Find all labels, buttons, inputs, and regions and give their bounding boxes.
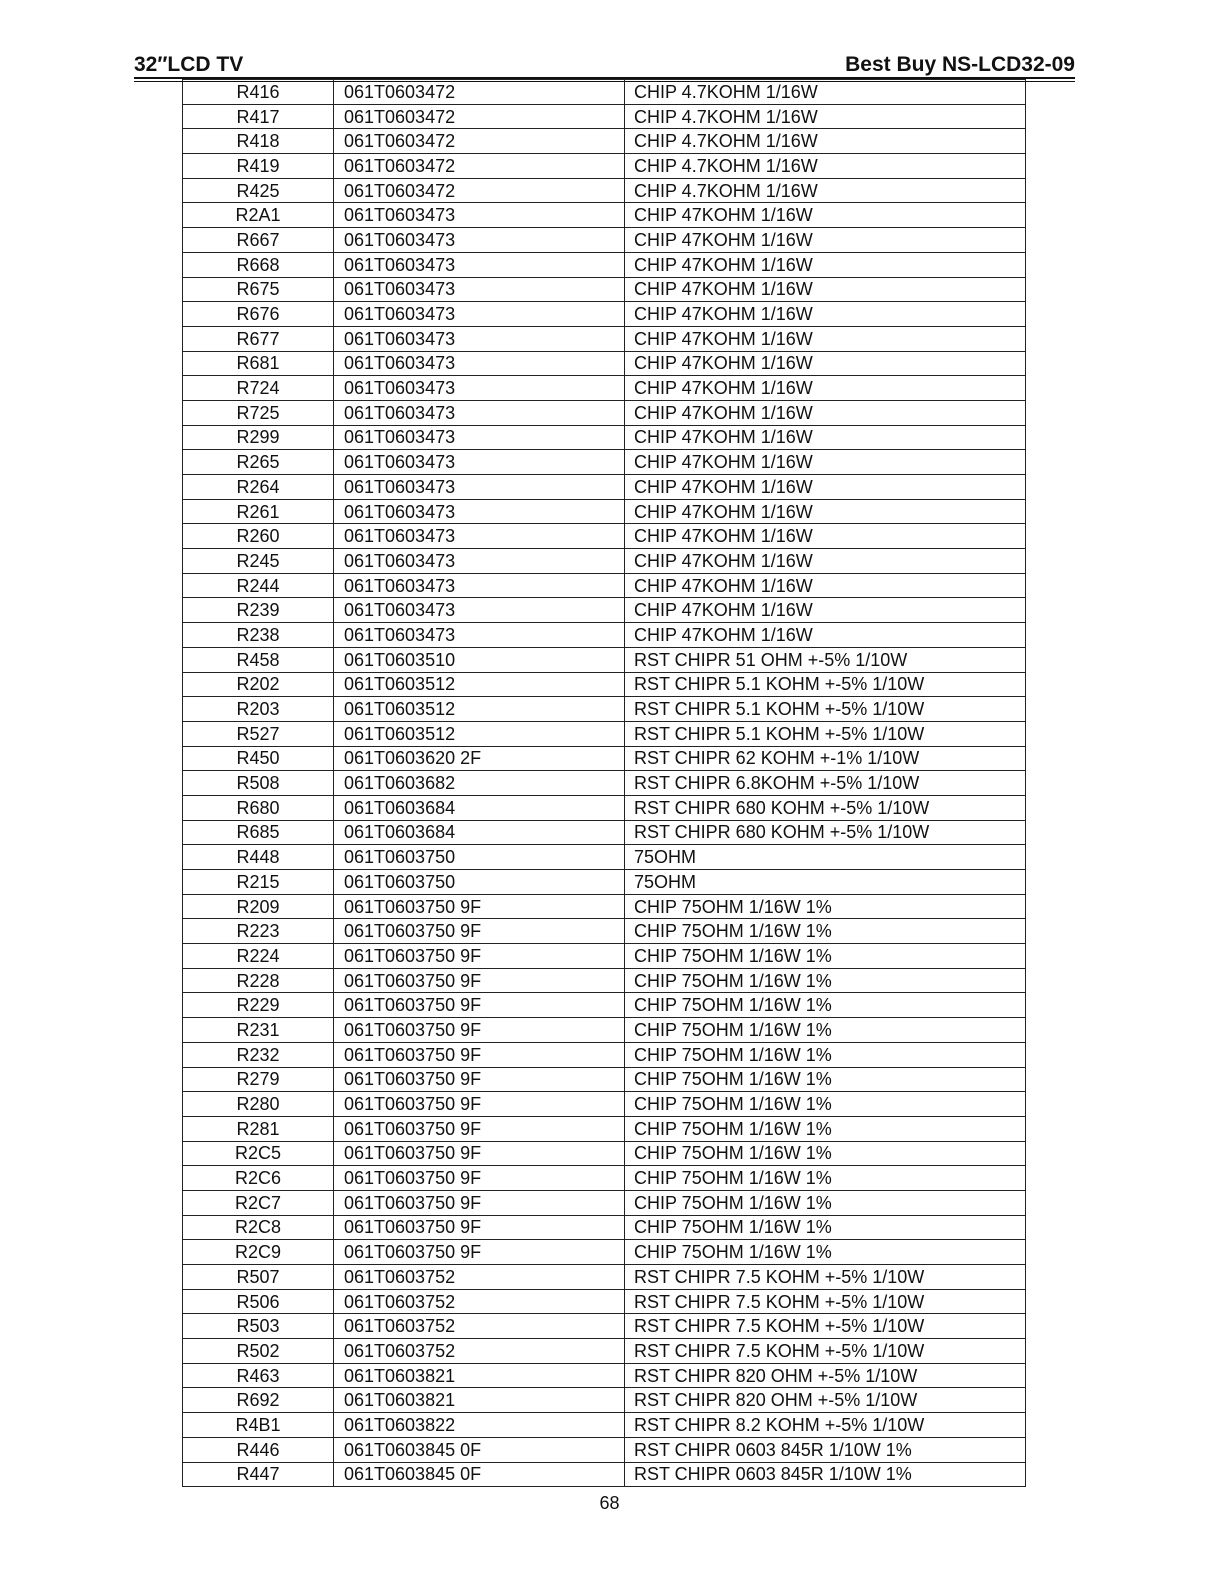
ref-designator-cell: R417: [183, 104, 334, 129]
table-row: [183, 1018, 1026, 1043]
table-row: [183, 1116, 1026, 1141]
table-row: [183, 1141, 1026, 1166]
description-cell: CHIP 4.7KOHM 1/16W: [625, 178, 1026, 203]
table-row: [183, 1240, 1026, 1265]
description-cell: CHIP 75OHM 1/16W 1%: [625, 1215, 1026, 1240]
ref-designator-cell: R425: [183, 178, 334, 203]
part-number-cell: 061T0603750: [334, 845, 625, 870]
part-number-cell: 061T0603472: [334, 104, 625, 129]
table-row: [183, 1289, 1026, 1314]
part-number-cell: 061T0603845 0F: [334, 1462, 625, 1487]
ref-designator-cell: R2A1: [183, 203, 334, 228]
table-row: [183, 870, 1026, 895]
description-cell: CHIP 4.7KOHM 1/16W: [625, 129, 1026, 154]
table-row: [183, 672, 1026, 697]
table-row: [183, 549, 1026, 574]
table-row: [183, 795, 1026, 820]
table-row: [183, 1462, 1026, 1487]
table-row: [183, 1437, 1026, 1462]
ref-designator-cell: R677: [183, 326, 334, 351]
table-row: [183, 228, 1026, 253]
ref-designator-cell: R448: [183, 845, 334, 870]
description-cell: CHIP 75OHM 1/16W 1%: [625, 1067, 1026, 1092]
ref-designator-cell: R680: [183, 795, 334, 820]
table-row: [183, 524, 1026, 549]
part-number-cell: 061T0603682: [334, 771, 625, 796]
description-cell: CHIP 75OHM 1/16W 1%: [625, 894, 1026, 919]
part-number-cell: 061T0603472: [334, 129, 625, 154]
part-number-cell: 061T0603750 9F: [334, 1018, 625, 1043]
description-cell: RST CHIPR 0603 845R 1/10W 1%: [625, 1462, 1026, 1487]
part-number-cell: 061T0603473: [334, 475, 625, 500]
part-number-cell: 061T0603473: [334, 573, 625, 598]
ref-designator-cell: R676: [183, 302, 334, 327]
part-number-cell: 061T0603752: [334, 1339, 625, 1364]
description-cell: RST CHIPR 8.2 KOHM +-5% 1/10W: [625, 1413, 1026, 1438]
ref-designator-cell: R508: [183, 771, 334, 796]
part-number-cell: 061T0603473: [334, 252, 625, 277]
part-number-cell: 061T0603750 9F: [334, 1240, 625, 1265]
description-cell: CHIP 47KOHM 1/16W: [625, 400, 1026, 425]
description-cell: RST CHIPR 51 OHM +-5% 1/10W: [625, 647, 1026, 672]
ref-designator-cell: R239: [183, 598, 334, 623]
part-number-cell: 061T0603750 9F: [334, 1215, 625, 1240]
table-row: [183, 1166, 1026, 1191]
ref-designator-cell: R260: [183, 524, 334, 549]
part-number-cell: 061T0603750 9F: [334, 1141, 625, 1166]
part-number-cell: 061T0603750 9F: [334, 1092, 625, 1117]
ref-designator-cell: R209: [183, 894, 334, 919]
part-number-cell: 061T0603750 9F: [334, 993, 625, 1018]
ref-designator-cell: R458: [183, 647, 334, 672]
table-row: [183, 1215, 1026, 1240]
table-row: [183, 573, 1026, 598]
table-row: [183, 104, 1026, 129]
ref-designator-cell: R675: [183, 277, 334, 302]
ref-designator-cell: R692: [183, 1388, 334, 1413]
ref-designator-cell: R223: [183, 919, 334, 944]
table-row: [183, 598, 1026, 623]
table-row: [183, 1413, 1026, 1438]
part-number-cell: 061T0603473: [334, 623, 625, 648]
table-row: [183, 1388, 1026, 1413]
part-number-cell: 061T0603750 9F: [334, 894, 625, 919]
part-number-cell: 061T0603473: [334, 400, 625, 425]
table-row: [183, 376, 1026, 401]
table-row: [183, 1067, 1026, 1092]
document-title: 32″LCD TV: [134, 53, 244, 76]
part-number-cell: 061T0603473: [334, 351, 625, 376]
description-cell: CHIP 75OHM 1/16W 1%: [625, 1190, 1026, 1215]
ref-designator-cell: R503: [183, 1314, 334, 1339]
parts-table: [182, 79, 1026, 1487]
table-row: [183, 1042, 1026, 1067]
part-number-cell: 061T0603472: [334, 154, 625, 179]
ref-designator-cell: R264: [183, 475, 334, 500]
part-number-cell: 061T0603752: [334, 1289, 625, 1314]
description-cell: CHIP 47KOHM 1/16W: [625, 425, 1026, 450]
part-number-cell: 061T0603473: [334, 450, 625, 475]
table-row: [183, 1092, 1026, 1117]
description-cell: CHIP 47KOHM 1/16W: [625, 549, 1026, 574]
table-row: [183, 129, 1026, 154]
ref-designator-cell: R203: [183, 697, 334, 722]
model-name: Best Buy NS-LCD32-09: [845, 53, 1075, 76]
description-cell: RST CHIPR 820 OHM +-5% 1/10W: [625, 1363, 1026, 1388]
description-cell: RST CHIPR 6.8KOHM +-5% 1/10W: [625, 771, 1026, 796]
description-cell: CHIP 47KOHM 1/16W: [625, 302, 1026, 327]
page-number: 68: [599, 1493, 620, 1513]
part-number-cell: 061T0603821: [334, 1363, 625, 1388]
part-number-cell: 061T0603512: [334, 721, 625, 746]
part-number-cell: 061T0603512: [334, 697, 625, 722]
description-cell: CHIP 75OHM 1/16W 1%: [625, 1240, 1026, 1265]
ref-designator-cell: R245: [183, 549, 334, 574]
page-header: [134, 52, 1075, 79]
ref-designator-cell: R667: [183, 228, 334, 253]
description-cell: 75OHM: [625, 870, 1026, 895]
description-cell: CHIP 47KOHM 1/16W: [625, 573, 1026, 598]
part-number-cell: 061T0603750 9F: [334, 1042, 625, 1067]
part-number-cell: 061T0603750 9F: [334, 919, 625, 944]
ref-designator-cell: R418: [183, 129, 334, 154]
description-cell: CHIP 75OHM 1/16W 1%: [625, 968, 1026, 993]
part-number-cell: 061T0603473: [334, 499, 625, 524]
ref-designator-cell: R224: [183, 944, 334, 969]
part-number-cell: 061T0603752: [334, 1265, 625, 1290]
ref-designator-cell: R231: [183, 1018, 334, 1043]
ref-designator-cell: R215: [183, 870, 334, 895]
ref-designator-cell: R244: [183, 573, 334, 598]
table-row: [183, 1339, 1026, 1364]
ref-designator-cell: R502: [183, 1339, 334, 1364]
description-cell: 75OHM: [625, 845, 1026, 870]
description-cell: RST CHIPR 7.5 KOHM +-5% 1/10W: [625, 1265, 1026, 1290]
description-cell: CHIP 4.7KOHM 1/16W: [625, 154, 1026, 179]
part-number-cell: 061T0603473: [334, 326, 625, 351]
part-number-cell: 061T0603822: [334, 1413, 625, 1438]
description-cell: RST CHIPR 5.1 KOHM +-5% 1/10W: [625, 672, 1026, 697]
part-number-cell: 061T0603750 9F: [334, 1190, 625, 1215]
ref-designator-cell: R446: [183, 1437, 334, 1462]
description-cell: CHIP 75OHM 1/16W 1%: [625, 1116, 1026, 1141]
table-row: [183, 252, 1026, 277]
table-row: [183, 351, 1026, 376]
ref-designator-cell: R2C5: [183, 1141, 334, 1166]
description-cell: CHIP 47KOHM 1/16W: [625, 351, 1026, 376]
table-row: [183, 154, 1026, 179]
table-row: [183, 326, 1026, 351]
table-row: [183, 475, 1026, 500]
part-number-cell: 061T0603845 0F: [334, 1437, 625, 1462]
part-number-cell: 061T0603473: [334, 598, 625, 623]
table-row: [183, 499, 1026, 524]
description-cell: CHIP 75OHM 1/16W 1%: [625, 1166, 1026, 1191]
description-cell: RST CHIPR 5.1 KOHM +-5% 1/10W: [625, 721, 1026, 746]
description-cell: CHIP 75OHM 1/16W 1%: [625, 1141, 1026, 1166]
ref-designator-cell: R265: [183, 450, 334, 475]
part-number-cell: 061T0603821: [334, 1388, 625, 1413]
table-row: [183, 450, 1026, 475]
ref-designator-cell: R2C9: [183, 1240, 334, 1265]
part-number-cell: 061T0603512: [334, 672, 625, 697]
table-row: [183, 771, 1026, 796]
ref-designator-cell: R725: [183, 400, 334, 425]
description-cell: CHIP 47KOHM 1/16W: [625, 277, 1026, 302]
part-number-cell: 061T0603473: [334, 524, 625, 549]
part-number-cell: 061T0603750: [334, 870, 625, 895]
table-row: [183, 623, 1026, 648]
description-cell: CHIP 75OHM 1/16W 1%: [625, 993, 1026, 1018]
table-row: [183, 1363, 1026, 1388]
ref-designator-cell: R724: [183, 376, 334, 401]
description-cell: CHIP 47KOHM 1/16W: [625, 376, 1026, 401]
ref-designator-cell: R419: [183, 154, 334, 179]
table-row: [183, 697, 1026, 722]
part-number-cell: 061T0603750 9F: [334, 1166, 625, 1191]
table-row: [183, 80, 1026, 105]
table-row: [183, 820, 1026, 845]
ref-designator-cell: R507: [183, 1265, 334, 1290]
description-cell: CHIP 47KOHM 1/16W: [625, 475, 1026, 500]
ref-designator-cell: R238: [183, 623, 334, 648]
description-cell: CHIP 47KOHM 1/16W: [625, 623, 1026, 648]
part-number-cell: 061T0603473: [334, 302, 625, 327]
description-cell: RST CHIPR 680 KOHM +-5% 1/10W: [625, 795, 1026, 820]
description-cell: CHIP 47KOHM 1/16W: [625, 598, 1026, 623]
ref-designator-cell: R527: [183, 721, 334, 746]
description-cell: CHIP 75OHM 1/16W 1%: [625, 1042, 1026, 1067]
description-cell: CHIP 47KOHM 1/16W: [625, 499, 1026, 524]
part-number-cell: 061T0603684: [334, 795, 625, 820]
part-number-cell: 061T0603750 9F: [334, 944, 625, 969]
part-number-cell: 061T0603620 2F: [334, 746, 625, 771]
part-number-cell: 061T0603750 9F: [334, 1067, 625, 1092]
description-cell: CHIP 75OHM 1/16W 1%: [625, 944, 1026, 969]
ref-designator-cell: R416: [183, 80, 334, 105]
ref-designator-cell: R280: [183, 1092, 334, 1117]
ref-designator-cell: R228: [183, 968, 334, 993]
ref-designator-cell: R450: [183, 746, 334, 771]
description-cell: RST CHIPR 5.1 KOHM +-5% 1/10W: [625, 697, 1026, 722]
part-number-cell: 061T0603473: [334, 203, 625, 228]
ref-designator-cell: R2C7: [183, 1190, 334, 1215]
table-row: [183, 277, 1026, 302]
ref-designator-cell: R447: [183, 1462, 334, 1487]
part-number-cell: 061T0603473: [334, 376, 625, 401]
table-row: [183, 647, 1026, 672]
ref-designator-cell: R202: [183, 672, 334, 697]
table-row: [183, 1314, 1026, 1339]
table-row: [183, 894, 1026, 919]
description-cell: RST CHIPR 7.5 KOHM +-5% 1/10W: [625, 1339, 1026, 1364]
description-cell: CHIP 47KOHM 1/16W: [625, 203, 1026, 228]
table-row: [183, 178, 1026, 203]
description-cell: CHIP 4.7KOHM 1/16W: [625, 104, 1026, 129]
ref-designator-cell: R232: [183, 1042, 334, 1067]
description-cell: CHIP 75OHM 1/16W 1%: [625, 1018, 1026, 1043]
description-cell: CHIP 47KOHM 1/16W: [625, 450, 1026, 475]
description-cell: RST CHIPR 62 KOHM +-1% 1/10W: [625, 746, 1026, 771]
description-cell: CHIP 47KOHM 1/16W: [625, 252, 1026, 277]
parts-table-body: [183, 80, 1026, 1487]
part-number-cell: 061T0603750 9F: [334, 1116, 625, 1141]
ref-designator-cell: R261: [183, 499, 334, 524]
table-row: [183, 425, 1026, 450]
table-row: [183, 203, 1026, 228]
part-number-cell: 061T0603473: [334, 277, 625, 302]
description-cell: RST CHIPR 820 OHM +-5% 1/10W: [625, 1388, 1026, 1413]
description-cell: RST CHIPR 7.5 KOHM +-5% 1/10W: [625, 1289, 1026, 1314]
table-row: [183, 968, 1026, 993]
part-number-cell: 061T0603472: [334, 80, 625, 105]
table-row: [183, 746, 1026, 771]
ref-designator-cell: R463: [183, 1363, 334, 1388]
part-number-cell: 061T0603684: [334, 820, 625, 845]
ref-designator-cell: R681: [183, 351, 334, 376]
ref-designator-cell: R685: [183, 820, 334, 845]
description-cell: CHIP 47KOHM 1/16W: [625, 326, 1026, 351]
ref-designator-cell: R229: [183, 993, 334, 1018]
part-number-cell: 061T0603750 9F: [334, 968, 625, 993]
table-row: [183, 845, 1026, 870]
part-number-cell: 061T0603510: [334, 647, 625, 672]
ref-designator-cell: R4B1: [183, 1413, 334, 1438]
description-cell: CHIP 75OHM 1/16W 1%: [625, 919, 1026, 944]
description-cell: CHIP 4.7KOHM 1/16W: [625, 80, 1026, 105]
ref-designator-cell: R279: [183, 1067, 334, 1092]
ref-designator-cell: R2C8: [183, 1215, 334, 1240]
table-row: [183, 302, 1026, 327]
ref-designator-cell: R281: [183, 1116, 334, 1141]
description-cell: CHIP 47KOHM 1/16W: [625, 524, 1026, 549]
table-row: [183, 400, 1026, 425]
table-row: [183, 1190, 1026, 1215]
table-row: [183, 993, 1026, 1018]
table-row: [183, 1265, 1026, 1290]
part-number-cell: 061T0603473: [334, 425, 625, 450]
table-row: [183, 919, 1026, 944]
ref-designator-cell: R668: [183, 252, 334, 277]
description-cell: RST CHIPR 680 KOHM +-5% 1/10W: [625, 820, 1026, 845]
table-row: [183, 944, 1026, 969]
part-number-cell: 061T0603472: [334, 178, 625, 203]
ref-designator-cell: R506: [183, 1289, 334, 1314]
table-row: [183, 721, 1026, 746]
description-cell: RST CHIPR 7.5 KOHM +-5% 1/10W: [625, 1314, 1026, 1339]
ref-designator-cell: R299: [183, 425, 334, 450]
description-cell: RST CHIPR 0603 845R 1/10W 1%: [625, 1437, 1026, 1462]
part-number-cell: 061T0603473: [334, 549, 625, 574]
ref-designator-cell: R2C6: [183, 1166, 334, 1191]
description-cell: CHIP 75OHM 1/16W 1%: [625, 1092, 1026, 1117]
part-number-cell: 061T0603473: [334, 228, 625, 253]
part-number-cell: 061T0603752: [334, 1314, 625, 1339]
description-cell: CHIP 47KOHM 1/16W: [625, 228, 1026, 253]
